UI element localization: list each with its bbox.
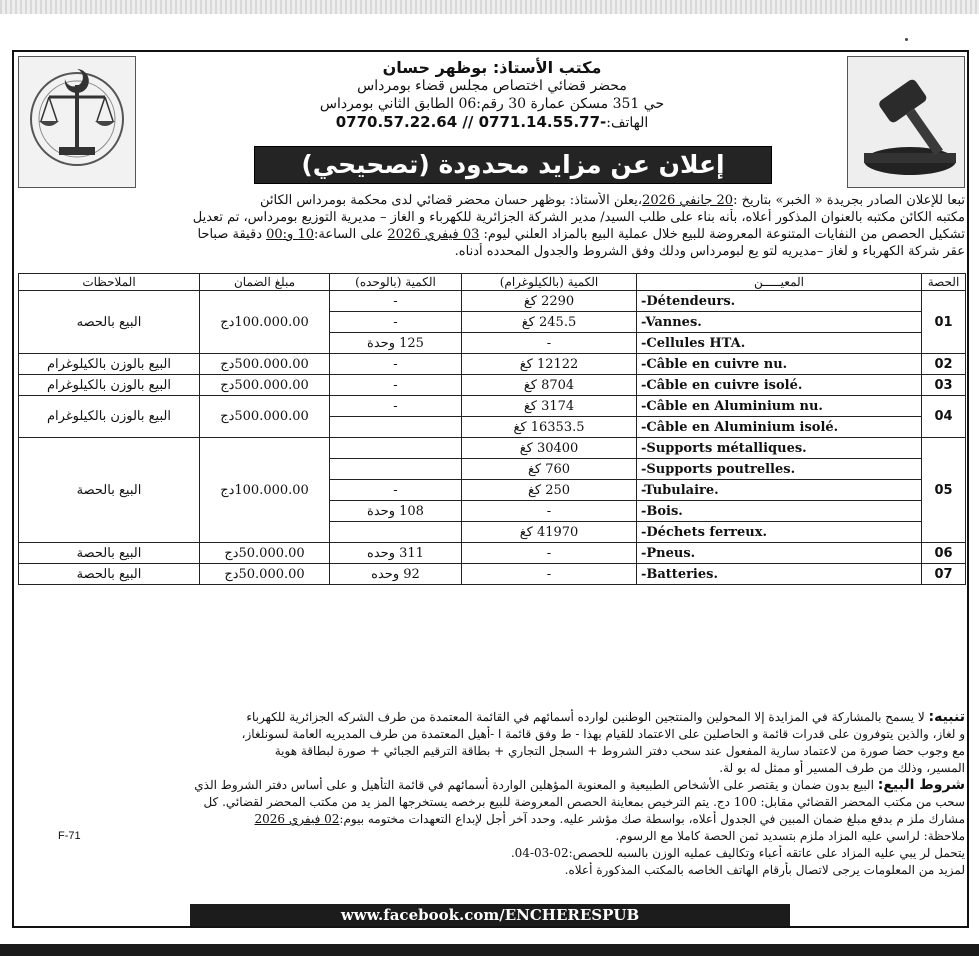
- item-name: -Pneus.: [637, 543, 922, 564]
- table-row: [19, 291, 966, 312]
- item-name: -Détendeurs.: [637, 291, 922, 312]
- item-qty-unit: -: [330, 375, 462, 396]
- lot-note: البيع بالحصه: [19, 291, 200, 354]
- lot-guarantee: 50.000.00دج: [200, 543, 330, 564]
- sale-text: مشارك ملز م بدفع مبلغ ضمان المبين في الجدول أعلاه، بواسطة صك مؤشر عليه. وحدد آخر أجل لإبداع التعهدات مختومه بيوم:: [339, 812, 965, 826]
- item-qty-unit: -: [330, 312, 462, 333]
- notice-label: تنبيه:: [928, 709, 965, 725]
- top-scan-strip: [0, 0, 979, 14]
- remark-line: ملاحظة: لراسي عليه المزاد ملزم بتسديد ثمن الحصة كاملا مع الرسوم.: [615, 829, 965, 843]
- item-qty-kg: 41970 كغ: [462, 522, 637, 543]
- header: [144, 58, 840, 144]
- table-row: [19, 396, 966, 417]
- auction-time: 10 و:00: [266, 227, 315, 242]
- sale-line-3: [18, 811, 965, 828]
- item-name: -Déchets ferreux.: [637, 522, 922, 543]
- phone-numbers: 0770.57.22.64 // 0771.14.55.77-: [335, 113, 607, 131]
- item-name: -Câble en cuivre isolé.: [637, 375, 922, 396]
- item-qty-unit: -: [330, 354, 462, 375]
- lot-guarantee: 500.000.00دج: [200, 396, 330, 438]
- lot-note: البيع بالحصة: [19, 564, 200, 585]
- lot-note: البيع بالوزن بالكيلوغرام: [19, 396, 200, 438]
- lot-note: البيع بالوزن بالكيلوغرام: [19, 375, 200, 396]
- scales-icon: [19, 57, 135, 187]
- item-qty-kg: 12122 كغ: [462, 354, 637, 375]
- intro-paragraph: [18, 192, 965, 260]
- table-row: [19, 438, 966, 459]
- intro-text: دقيقة صباحا: [197, 227, 262, 242]
- item-qty-kg: 2290 كغ: [462, 291, 637, 312]
- intro-text: ،يعلن الأستاذ: بوظهر حسان محضر قضائي لدى محكمة بومرداس الكائن: [260, 193, 643, 208]
- table-header-row: [19, 274, 966, 291]
- lot-guarantee: 50.000.00دج: [200, 564, 330, 585]
- lot-note: البيع بالوزن بالكيلوغرام: [19, 354, 200, 375]
- item-qty-unit: -: [330, 396, 462, 417]
- item-qty-unit: -: [330, 291, 462, 312]
- intro-line-4: عقر شركة الكهرباء و لغاز –مديريه لتو يع لبومرداس ودلك وفق الشروط والجدول المحدده أدناه.: [454, 244, 965, 259]
- notice-line-3: مع وجوب حضا صورة من لاعتماد سارية المفعول عند سحب دفتر الشروط + السجل التجاري + بطاقة الترقيم الجبائي + صورة لبطاقة هوية: [274, 744, 965, 758]
- scan-dot: [905, 38, 908, 41]
- notice-line-1: [18, 709, 965, 726]
- notice-line-4: المسير، وذلك من طرف المسير أو ممثل له بو لة.: [719, 761, 965, 775]
- intro-date: 20 جانفي 2026: [642, 193, 734, 208]
- notice-text: لا يسمح بالمشاركة في المزايدة إلا المحولين والمنتجين الوطنين لوارده أسمائهم في القائمة المعتمدة من طرف الشركه الجزائرية للكهرباء: [246, 710, 929, 724]
- auction-date: 03 فيفري 2026: [387, 227, 480, 242]
- item-name: -Tubulaire.: [637, 480, 922, 501]
- table-row: [19, 375, 966, 396]
- item-qty-unit: [330, 459, 462, 480]
- item-qty-kg: -: [462, 543, 637, 564]
- item-name: -Vannes.: [637, 312, 922, 333]
- item-qty-kg: 250 كغ: [462, 480, 637, 501]
- header-lot: الحصة: [922, 274, 966, 291]
- intro-line-2: مكتبه الكائن مكتبه بالعنوان المذكور أعلاه، بأنه بناء على طلب السيد/ مدير الشركة الجزائرية للكهرباء و الغاز – مديرية التوزيع بومرداس، تم تعديل: [192, 210, 965, 225]
- table-row: [19, 354, 966, 375]
- item-name: -Batteries.: [637, 564, 922, 585]
- item-qty-kg: 245.5 كغ: [462, 312, 637, 333]
- item-qty-unit: 125 وحدة: [330, 333, 462, 354]
- item-qty-unit: 311 وحده: [330, 543, 462, 564]
- ad-code: F-71: [58, 830, 81, 842]
- costs-line: يتحمل لر يبي عليه المزاد على عاتقه أعباء وتكاليف عمليه الوزن بالسبه للحصص:02-03-04.: [510, 846, 965, 860]
- lot-guarantee: 500.000.00دج: [200, 354, 330, 375]
- phone-label: الهاتف:: [606, 115, 649, 131]
- item-qty-unit: 92 وحده: [330, 564, 462, 585]
- office-subtitle: محضر قضائي اختصاص مجلس قضاء بومرداس: [357, 78, 627, 94]
- sale-label: شروط البيع:: [877, 777, 965, 793]
- header-qty-kg: الكمية (بالكيلوغرام): [462, 274, 637, 291]
- lot-number: 02: [922, 354, 966, 375]
- intro-text: تشكيل الحصص من النفايات المتنوعة المعروضة للبيع خلال عملية البيع بالمزاد العلني ليوم:: [483, 227, 965, 242]
- lot-number: 07: [922, 564, 966, 585]
- item-name: -Câble en Aluminium isolé.: [637, 417, 922, 438]
- header-guarantee: مبلغ الضمان: [200, 274, 330, 291]
- item-qty-kg: -: [462, 564, 637, 585]
- office-name: مكتب الأستاذ: بوظهر حسان: [382, 58, 602, 77]
- info-line: لمزيد من المعلومات يرجى لاتصال بأرقام الهاتف الخاصه بالمكتب المذكورة أعلاه.: [564, 863, 965, 877]
- gavel-icon: [848, 57, 964, 187]
- sale-line-2: سحب من مكتب المحضر القضائي مقابل: 100 دج. يتم الترخيص بمعاينة الحصص المعروضة للبيع برخصه يستخرجها المز يد من مكتب المحضر لقضائي. كل: [203, 795, 965, 809]
- terms-section: [18, 709, 965, 879]
- lot-number: 06: [922, 543, 966, 564]
- item-qty-unit: [330, 417, 462, 438]
- phone-line: [144, 113, 840, 132]
- item-qty-unit: [330, 438, 462, 459]
- lot-guarantee: 100.000.00دج: [200, 291, 330, 354]
- item-qty-unit: [330, 522, 462, 543]
- item-qty-kg: 3174 كغ: [462, 396, 637, 417]
- office-address: حي 351 مسكن عمارة 30 رقم:06 الطابق الثاني بومرداس: [319, 96, 665, 112]
- intro-line-1: [18, 192, 965, 209]
- lots-table: [18, 273, 966, 585]
- intro-text: على الساعة:: [314, 227, 384, 242]
- lot-guarantee: 100.000.00دج: [200, 438, 330, 543]
- footer-url: www.facebook.com/ENCHERESPUB: [190, 904, 790, 926]
- table-row: [19, 564, 966, 585]
- lot-note: البيع بالحصة: [19, 543, 200, 564]
- item-name: -Bois.: [637, 501, 922, 522]
- announcement-title: إعلان عن مزايد محدودة (تصحيحي): [254, 146, 772, 184]
- intro-line-3: [18, 226, 965, 243]
- lot-number: 05: [922, 438, 966, 543]
- announcement-frame: [12, 50, 969, 928]
- intro-text: تبعا للإعلان الصادر بجريدة « الخبر» بتاريخ :: [733, 193, 965, 208]
- lot-number: 01: [922, 291, 966, 354]
- table-row: [19, 543, 966, 564]
- lot-number: 04: [922, 396, 966, 438]
- lot-note: البيع بالحصة: [19, 438, 200, 543]
- item-qty-kg: 16353.5 كغ: [462, 417, 637, 438]
- bottom-scan-strip: [0, 944, 979, 956]
- item-qty-kg: 760 كغ: [462, 459, 637, 480]
- item-qty-kg: -: [462, 501, 637, 522]
- item-name: -Cellules HTA.: [637, 333, 922, 354]
- item-qty-kg: -: [462, 333, 637, 354]
- header-qty-unit: الكمية (بالوحده): [330, 274, 462, 291]
- header-item: المعيـــــن: [637, 274, 922, 291]
- sale-text: البيع بدون ضمان و يقتصر على الأشخاص الطبيعية و المعنوية المؤهلين الواردة أسمائهم في قائمة التأهيل و على أساس دفتر الشروط الذي: [194, 778, 878, 792]
- item-name: -Supports métalliques.: [637, 438, 922, 459]
- lot-number: 03: [922, 375, 966, 396]
- item-name: -Câble en cuivre nu.: [637, 354, 922, 375]
- item-name: -Câble en Aluminium nu.: [637, 396, 922, 417]
- item-qty-kg: 30400 كغ: [462, 438, 637, 459]
- gavel-logo: [847, 56, 965, 188]
- deadline-date: 02 فيفري 2026: [254, 812, 340, 826]
- item-qty-unit: -: [330, 480, 462, 501]
- lot-guarantee: 500.000.00دج: [200, 375, 330, 396]
- header-notes: الملاحظات: [19, 274, 200, 291]
- scales-of-justice-logo: [18, 56, 136, 188]
- notice-line-2: و لغاز، والذين يتوفرون على قدرات قائمة و الحاصلين على الاعتماد للقيام بهذا - ط وفق قائمة ا -أهيل المعتمدة من طرف المديريه العامة لسونلغاز،: [241, 727, 965, 741]
- item-name: -Supports poutrelles.: [637, 459, 922, 480]
- item-qty-kg: 8704 كغ: [462, 375, 637, 396]
- item-qty-unit: 108 وحدة: [330, 501, 462, 522]
- sale-line-1: [18, 777, 965, 794]
